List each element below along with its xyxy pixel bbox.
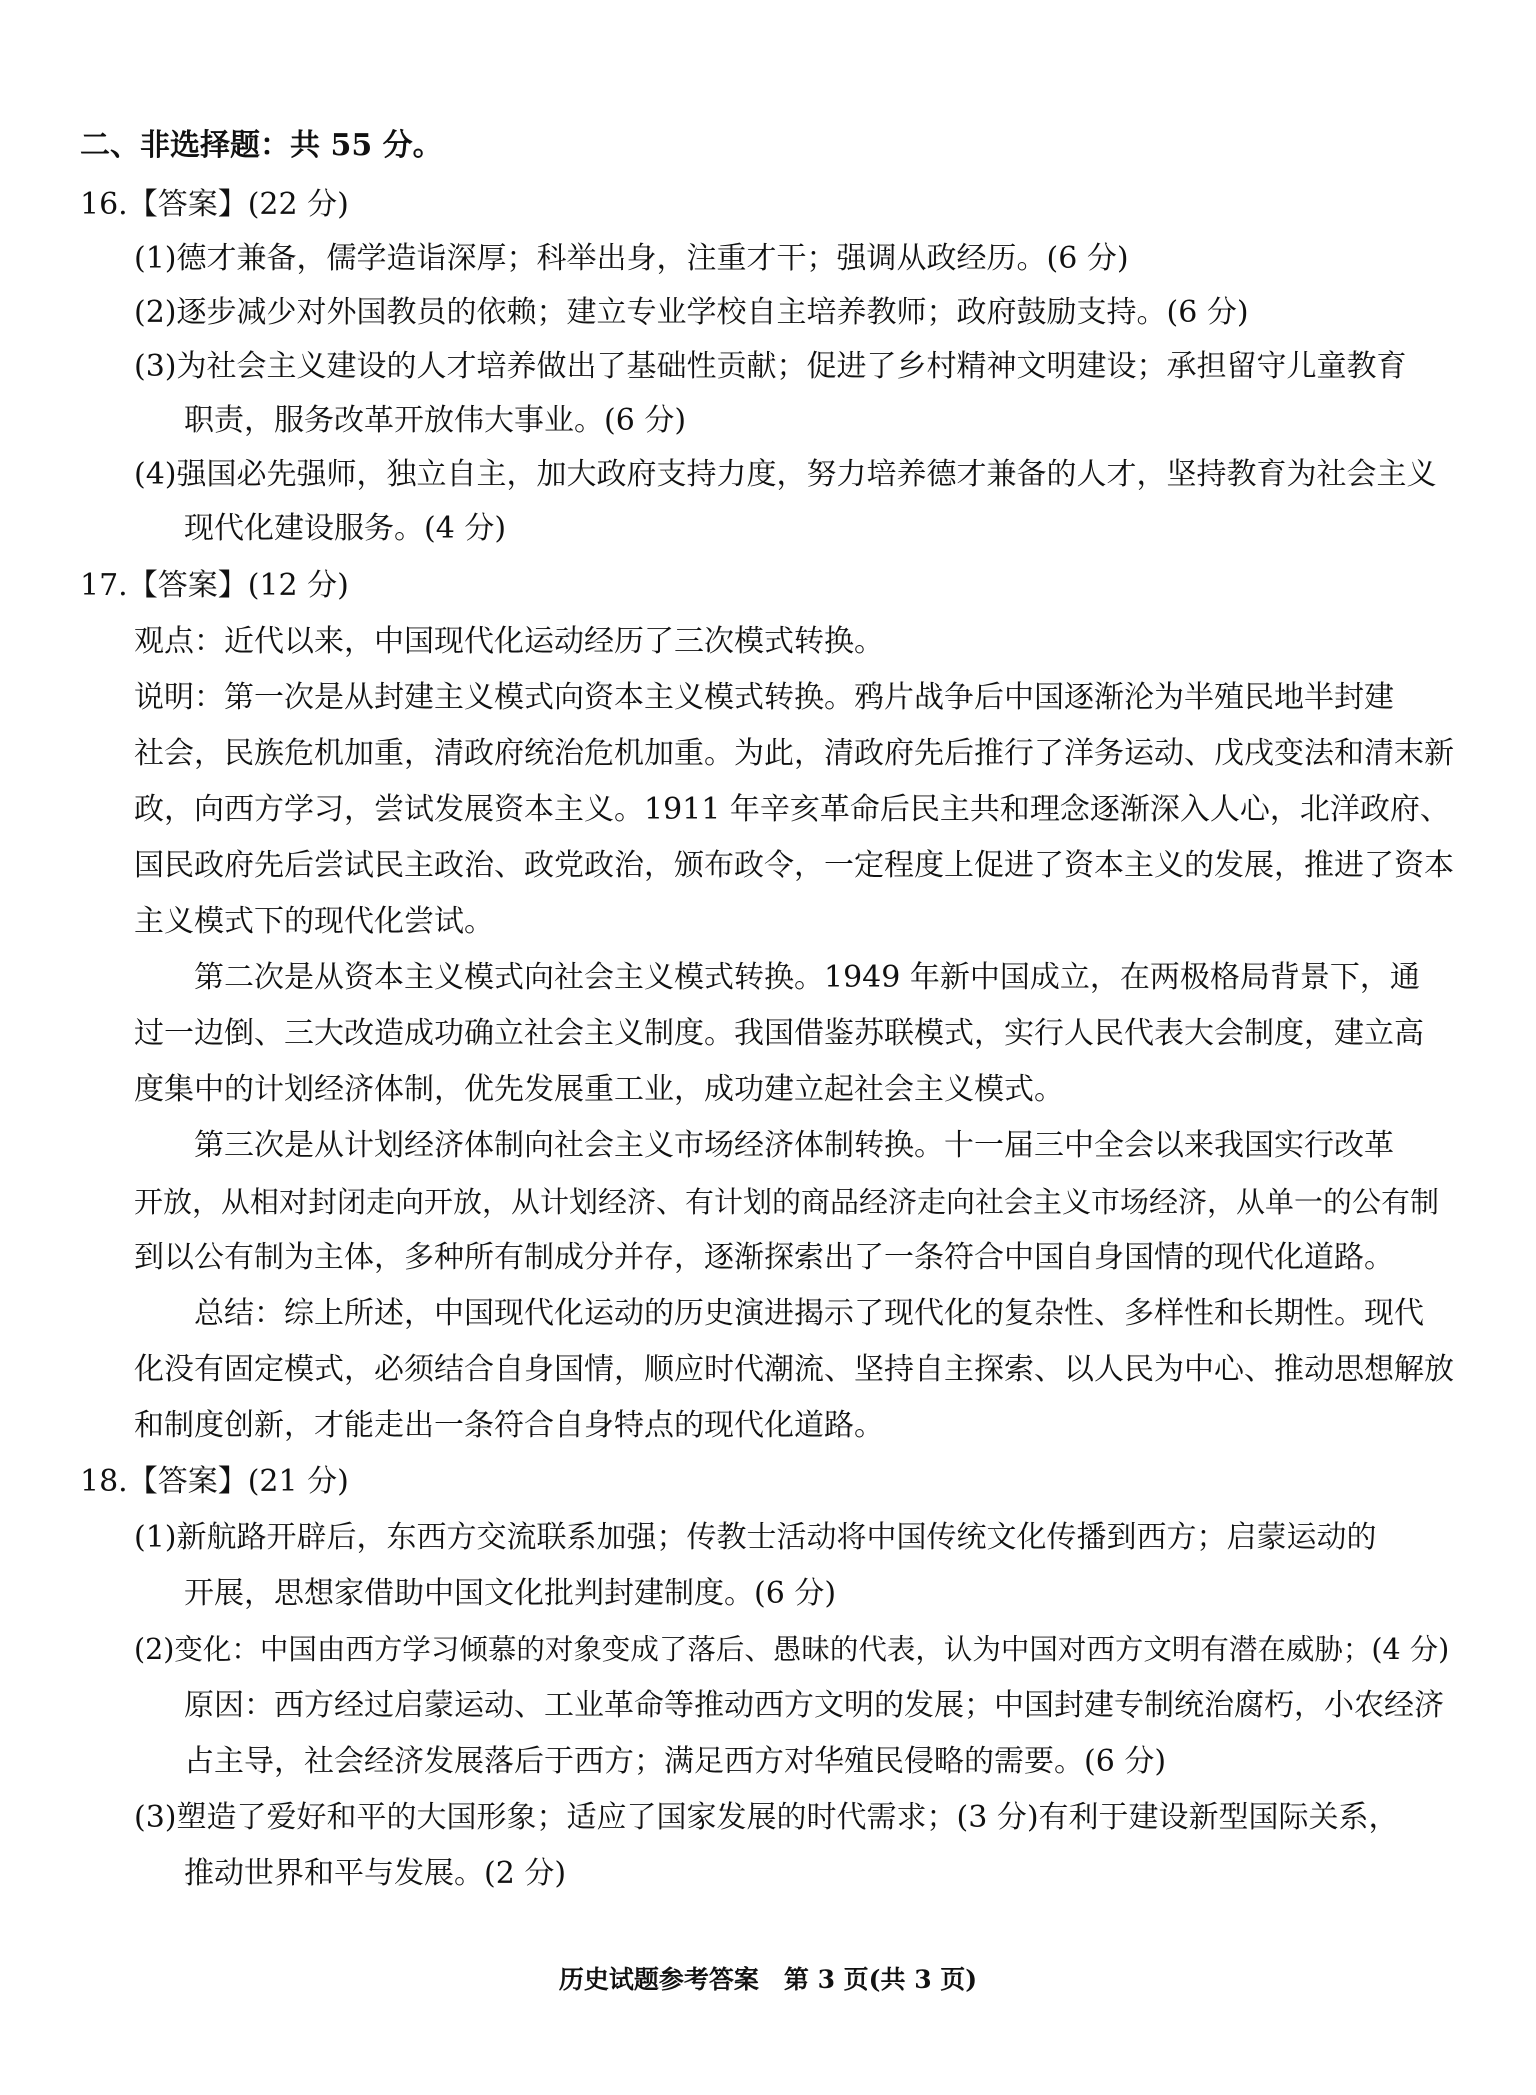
q17-second-line-2: 过一边倒、三大改造成功确立社会主义制度。我国借鉴苏联模式，实行人民代表大会制度，建立高 (134, 1016, 1424, 1051)
q18-item-1-line-1: (1)新航路开辟后，东西方交流联系加强；传教士活动将中国传统文化传播到西方；启蒙运动的 (134, 1520, 1377, 1555)
q17-explain-line-5: 主义模式下的现代化尝试。 (134, 904, 494, 939)
q18-item-2-line-2: 原因：西方经过启蒙运动、工业革命等推动西方文明的发展；中国封建专制统治腐朽，小农经济 (184, 1688, 1444, 1723)
q16-item-3-line-2: 职责，服务改革开放伟大事业。(6 分) (184, 403, 687, 438)
q17-header: 17.【答案】(12 分) (80, 568, 349, 603)
q17-second-line-1: 第二次是从资本主义模式向社会主义模式转换。1949 年新中国成立，在两极格局背景下，通 (194, 960, 1420, 995)
q17-second-line-3: 度集中的计划经济体制，优先发展重工业，成功建立起社会主义模式。 (134, 1072, 1064, 1107)
q16-header: 16.【答案】(22 分) (80, 187, 349, 222)
q16-item-1: (1)德才兼备，儒学造诣深厚；科举出身，注重才干；强调从政经历。(6 分) (134, 241, 1129, 276)
q18-item-3-line-2: 推动世界和平与发展。(2 分) (184, 1856, 567, 1891)
page-footer: 历史试题参考答案 第 3 页(共 3 页) (558, 1965, 978, 1994)
q17-third-line-2: 开放，从相对封闭走向开放，从计划经济、有计划的商品经济走向社会主义市场经济，从单一的公有制 (134, 1185, 1440, 1219)
section-title: 二、非选择题：共 55 分。 (80, 128, 443, 163)
q17-summary-line-1: 总结：综上所述，中国现代化运动的历史演进揭示了现代化的复杂性、多样性和长期性。现代 (194, 1296, 1424, 1331)
q18-item-2-line-3: 占主导，社会经济发展落后于西方；满足西方对华殖民侵略的需要。(6 分) (184, 1744, 1167, 1779)
q17-summary-line-3: 和制度创新，才能走出一条符合自身特点的现代化道路。 (134, 1408, 884, 1443)
q16-item-2: (2)逐步减少对外国教员的依赖；建立专业学校自主培养教师；政府鼓励支持。(6 分) (134, 295, 1249, 330)
q18-item-2-line-1: (2)变化：中国由西方学习倾慕的对象变成了落后、愚昧的代表，认为中国对西方文明有潜在威胁；(4 分) (134, 1633, 1450, 1666)
q18-header: 18.【答案】(21 分) (80, 1464, 349, 1499)
q17-explain-line-1: 说明：第一次是从封建主义模式向资本主义模式转换。鸦片战争后中国逐渐沦为半殖民地半封建 (134, 680, 1394, 715)
q16-item-4-line-2: 现代化建设服务。(4 分) (184, 511, 507, 546)
q17-summary-line-2: 化没有固定模式，必须结合自身国情，顺应时代潮流、坚持自主探索、以人民为中心、推动思想解放 (134, 1352, 1454, 1387)
q18-item-1-line-2: 开展，思想家借助中国文化批判封建制度。(6 分) (184, 1576, 837, 1611)
q17-third-line-3: 到以公有制为主体，多种所有制成分并存，逐渐探索出了一条符合中国自身国情的现代化道路。 (134, 1240, 1394, 1275)
q17-explain-line-3: 政，向西方学习，尝试发展资本主义。1911 年辛亥革命后民主共和理念逐渐深入人心，北洋政府、 (134, 792, 1450, 827)
q17-third-line-1: 第三次是从计划经济体制向社会主义市场经济体制转换。十一届三中全会以来我国实行改革 (194, 1128, 1394, 1163)
q17-explain-line-4: 国民政府先后尝试民主政治、政党政治，颁布政令，一定程度上促进了资本主义的发展，推进了资本 (134, 848, 1454, 883)
q16-item-3-line-1: (3)为社会主义建设的人才培养做出了基础性贡献；促进了乡村精神文明建设；承担留守儿童教育 (134, 349, 1407, 384)
q18-item-3-line-1: (3)塑造了爱好和平的大国形象；适应了国家发展的时代需求；(3 分)有利于建设新型国际关系， (134, 1800, 1399, 1835)
q17-viewpoint: 观点：近代以来，中国现代化运动经历了三次模式转换。 (134, 624, 884, 659)
q16-item-4-line-1: (4)强国必先强师，独立自主，加大政府支持力度，努力培养德才兼备的人才，坚持教育为社会主义 (134, 457, 1437, 492)
q17-explain-line-2: 社会，民族危机加重，清政府统治危机加重。为此，清政府先后推行了洋务运动、戊戌变法和清末新 (134, 736, 1454, 771)
